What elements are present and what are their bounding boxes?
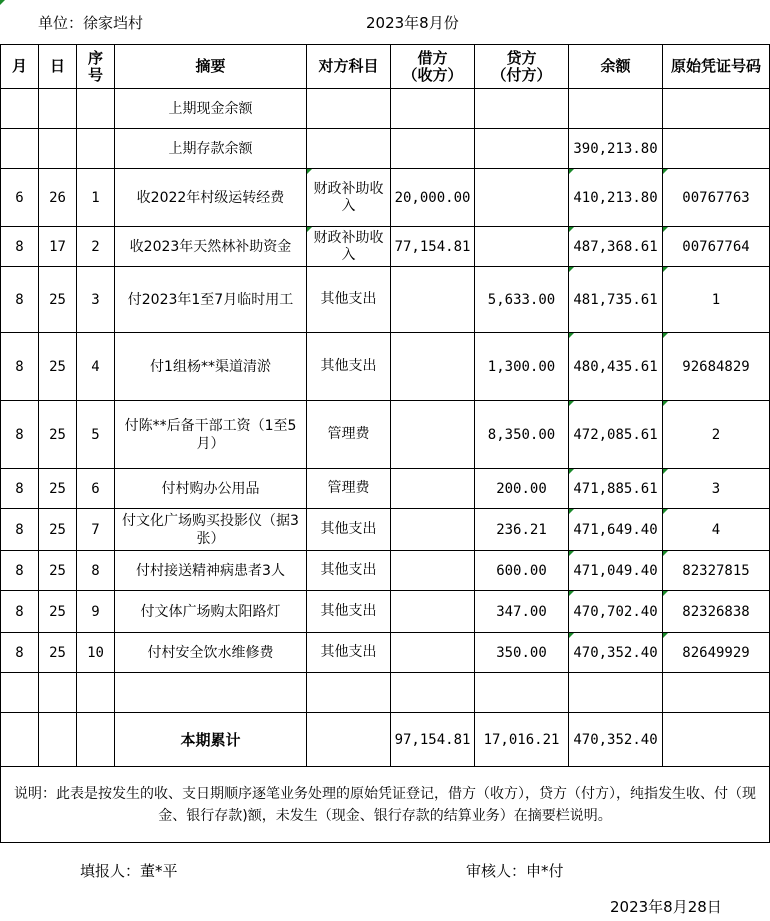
cash-ledger-table [0,44,770,843]
column-header: 序 号 [77,45,115,89]
voucher-cell: 82327815 [663,551,770,591]
balance-cell [569,89,663,129]
account-cell: 其他支出 [307,591,391,633]
transaction-row [1,169,770,227]
debit-cell [391,129,475,169]
summary-cell: 付文体广场购太阳路灯 [115,591,307,633]
totals-balance: 470,352.40 [569,713,663,767]
credit-cell [475,169,569,227]
voucher-cell: 3 [663,469,770,509]
blank-row [1,673,770,713]
seq-cell: 1 [77,169,115,227]
header-row [1,45,770,89]
transaction-row [1,401,770,469]
balance-cell: 410,213.80 [569,169,663,227]
balance-cell: 480,435.61 [569,333,663,401]
voucher-cell: 00767764 [663,227,770,267]
month-cell: 8 [1,469,39,509]
month-cell: 8 [1,633,39,673]
month-cell: 6 [1,169,39,227]
transaction-row [1,469,770,509]
day-cell: 26 [39,169,77,227]
voucher-cell [663,129,770,169]
credit-cell [475,89,569,129]
debit-cell [391,333,475,401]
day-cell: 25 [39,333,77,401]
account-cell: 管理费 [307,469,391,509]
column-header: 对方科目 [307,45,391,89]
voucher-cell: 4 [663,509,770,551]
empty-cell [1,673,39,713]
debit-cell [391,267,475,333]
balance-cell: 471,049.40 [569,551,663,591]
totals-row [1,713,770,767]
summary-cell: 收2023年天然林补助资金 [115,227,307,267]
credit-cell: 347.00 [475,591,569,633]
month-cell: 8 [1,401,39,469]
credit-cell [475,227,569,267]
column-header: 日 [39,45,77,89]
month-cell: 8 [1,227,39,267]
seq-cell: 2 [77,227,115,267]
credit-cell: 5,633.00 [475,267,569,333]
account-cell: 财政补助收入 [307,227,391,267]
debit-cell [391,633,475,673]
empty-cell [39,673,77,713]
summary-cell: 上期存款余额 [115,129,307,169]
empty-cell [77,673,115,713]
voucher-cell: 92684829 [663,333,770,401]
summary-cell: 付陈**后备干部工资（1至5月） [115,401,307,469]
balance-cell: 470,352.40 [569,633,663,673]
account-cell: 其他支出 [307,633,391,673]
period-label: 2023年8月份 [366,14,459,32]
credit-cell: 236.21 [475,509,569,551]
account-cell [307,129,391,169]
credit-cell: 8,350.00 [475,401,569,469]
account-cell: 管理费 [307,401,391,469]
balance-cell: 470,702.40 [569,591,663,633]
empty-cell [77,89,115,129]
transaction-row [1,267,770,333]
day-cell: 25 [39,469,77,509]
totals-label: 本期累计 [115,713,307,767]
empty-cell [1,89,39,129]
empty-cell [663,673,770,713]
opening-row [1,89,770,129]
debit-cell [391,89,475,129]
empty-cell [1,129,39,169]
month-cell: 8 [1,551,39,591]
summary-cell: 付村安全饮水维修费 [115,633,307,673]
debit-cell [391,401,475,469]
debit-cell: 77,154.81 [391,227,475,267]
empty-cell [569,673,663,713]
month-cell: 8 [1,509,39,551]
preparer-label: 填报人：董*平 [80,862,178,880]
totals-credit: 17,016.21 [475,713,569,767]
empty-cell [307,713,391,767]
seq-cell: 5 [77,401,115,469]
voucher-cell: 00767763 [663,169,770,227]
balance-cell: 471,885.61 [569,469,663,509]
credit-cell: 200.00 [475,469,569,509]
summary-cell: 付文化广场购买投影仪（据3张） [115,509,307,551]
column-header: 摘要 [115,45,307,89]
summary-cell: 收2022年村级运转经费 [115,169,307,227]
account-cell: 财政补助收入 [307,169,391,227]
transaction-row [1,551,770,591]
column-header: 原始凭证号码 [663,45,770,89]
debit-cell: 20,000.00 [391,169,475,227]
column-header: 月 [1,45,39,89]
day-cell: 25 [39,401,77,469]
voucher-cell [663,89,770,129]
voucher-cell: 1 [663,267,770,333]
summary-cell: 付村接送精神病患者3人 [115,551,307,591]
transaction-row [1,633,770,673]
balance-cell: 487,368.61 [569,227,663,267]
voucher-cell: 82326838 [663,591,770,633]
seq-cell: 8 [77,551,115,591]
report-date: 2023年8月28日 [610,898,722,916]
month-cell: 8 [1,591,39,633]
empty-cell [77,129,115,169]
debit-cell [391,591,475,633]
summary-cell: 付1组杨**渠道清淤 [115,333,307,401]
empty-cell [115,673,307,713]
column-header: 余额 [569,45,663,89]
seq-cell: 4 [77,333,115,401]
totals-debit: 97,154.81 [391,713,475,767]
column-header: 贷方 （付方） [475,45,569,89]
cell-flag-marker [0,0,5,5]
account-cell: 其他支出 [307,551,391,591]
transaction-row [1,591,770,633]
balance-cell: 481,735.61 [569,267,663,333]
day-cell: 25 [39,591,77,633]
seq-cell: 10 [77,633,115,673]
account-cell: 其他支出 [307,509,391,551]
seq-cell: 6 [77,469,115,509]
voucher-cell: 82649929 [663,633,770,673]
empty-cell [77,713,115,767]
empty-cell [307,673,391,713]
month-cell: 8 [1,333,39,401]
explanation-note: 说明：此表是按发生的收、支日期顺序逐笔业务处理的原始凭证登记，借方（收方），贷方（付方），纯指发生收、付（现金、银行存款)额，未发生（现金、银行存款的结算业务）在摘要栏说明。 [1,767,770,843]
empty-cell [39,89,77,129]
debit-cell [391,509,475,551]
empty-cell [663,713,770,767]
day-cell: 25 [39,267,77,333]
empty-cell [391,673,475,713]
credit-cell: 600.00 [475,551,569,591]
empty-cell [475,673,569,713]
credit-cell: 350.00 [475,633,569,673]
voucher-cell: 2 [663,401,770,469]
balance-cell: 472,085.61 [569,401,663,469]
credit-cell [475,129,569,169]
balance-cell: 471,649.40 [569,509,663,551]
unit-label: 单位：徐家垱村 [38,14,144,32]
summary-cell: 付村购办公用品 [115,469,307,509]
seq-cell: 3 [77,267,115,333]
day-cell: 25 [39,509,77,551]
seq-cell: 9 [77,591,115,633]
transaction-row [1,227,770,267]
account-cell [307,89,391,129]
summary-cell: 上期现金余额 [115,89,307,129]
empty-cell [1,713,39,767]
day-cell: 25 [39,551,77,591]
empty-cell [39,713,77,767]
note-row [1,767,770,843]
column-header: 借方 （收方） [391,45,475,89]
transaction-row [1,509,770,551]
reviewer-label: 审核人：申*付 [466,862,564,880]
balance-cell: 390,213.80 [569,129,663,169]
transaction-row [1,333,770,401]
seq-cell: 7 [77,509,115,551]
opening-row [1,129,770,169]
debit-cell [391,551,475,591]
credit-cell: 1,300.00 [475,333,569,401]
day-cell: 17 [39,227,77,267]
summary-cell: 付2023年1至7月临时用工 [115,267,307,333]
account-cell: 其他支出 [307,333,391,401]
month-cell: 8 [1,267,39,333]
debit-cell [391,469,475,509]
empty-cell [39,129,77,169]
account-cell: 其他支出 [307,267,391,333]
day-cell: 25 [39,633,77,673]
